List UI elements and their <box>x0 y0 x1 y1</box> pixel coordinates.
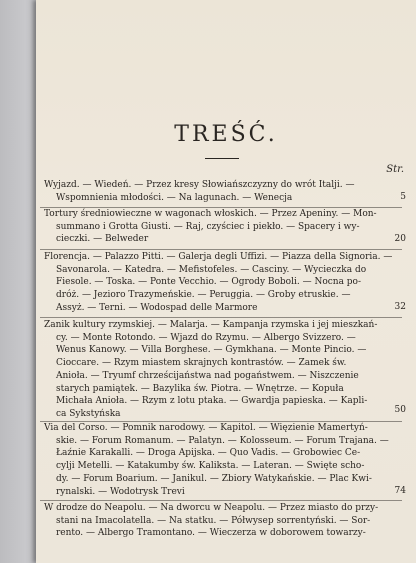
toc-page-number: 5 <box>400 192 406 202</box>
page-title: TREŚĆ. <box>174 122 278 147</box>
toc-page-number: 74 <box>394 486 406 496</box>
title-underline <box>205 158 239 159</box>
toc-entry-1 <box>44 179 398 204</box>
toc-line: cy. — Monte Rotondo. — Wjazd do Rzymu. — Albergo Svizzero. — <box>56 332 356 343</box>
toc-line: cieczki. — Belweder <box>56 234 149 245</box>
toc-line: dróż. — Jezioro Trazymeńskie. — Peruggia. — Groby etruskie. — <box>56 290 351 301</box>
toc-line: summano i Grotta Giusti. — Raj, czyściec i piekło. — Spacery i wy- <box>56 221 360 232</box>
entry-separator <box>40 500 402 501</box>
toc-line: Wenus Kanowy. — Villa Borghese. — Gymkhana. — Monte Pincio. — <box>56 345 367 356</box>
toc-page-number: 20 <box>394 234 406 244</box>
toc-entry-6 <box>44 502 398 540</box>
toc-line: Zanik kultury rzymskiej. — Malarja. — Kampanja rzymska i jej mieszkań- <box>44 320 378 330</box>
toc-line: starych pamiątek. — Bazylika św. Piotra. — Wnętrze. — Kopuła <box>56 383 344 394</box>
book-page <box>36 0 416 563</box>
toc-entry-3 <box>44 251 398 315</box>
toc-page-number: 50 <box>394 405 406 415</box>
toc-line: Wyjazd. — Wiedeń. — Przez kresy Słowiańszczyzny do wrót Italji. — <box>44 180 355 190</box>
toc-line: ca Sykstyńska <box>56 408 121 419</box>
entry-separator <box>40 317 402 318</box>
toc-line: rynalski. — Wodotrysk Trevi <box>56 486 185 497</box>
toc-line: Savonarola. — Katedra. — Mefistofeles. — Casciny. — Wycieczka do <box>56 264 367 275</box>
toc-line: Tortury średniowieczne w wagonach włoskich. — Przez Apeniny. — Mon- <box>44 209 377 219</box>
toc-line: dy. — Forum Boarium. — Janikul. — Zbiory Watykańskie. — Plac Kwi- <box>56 473 372 484</box>
toc-line: Łaźnie Karakalli. — Droga Apijska. — Quo Vadis. — Grobowiec Ce- <box>56 448 361 459</box>
toc-line: Anioła. — Tryumf chrześcijaństwa nad pogaństwem. — Niszczenie <box>56 370 359 381</box>
toc-line: Cioccare. — Rzym miastem skrajnych kontrastów. — Zamek św. <box>56 358 347 369</box>
toc-page-number: 32 <box>394 302 406 312</box>
toc-line: Via del Corso. — Pomnik narodowy. — Kapitol. — Więzienie Mamertyń- <box>44 423 368 433</box>
toc-entry-4 <box>44 319 398 421</box>
toc-line: rento. — Albergo Tramontano. — Wieczerza w doborowem towarzy- <box>56 528 366 539</box>
toc-line: cylji Metelli. — Katakumby św. Kaliksta. — Lateran. — Święte scho- <box>56 461 365 472</box>
toc-line: W drodze do Neapolu. — Na dworcu w Neapolu. — Przez miasto do przy- <box>44 503 379 513</box>
toc-line: Wspomnienia młodości. — Na lagunach. — Wenecja <box>56 192 293 203</box>
toc-line: Florencja. — Palazzo Pitti. — Galerja degli Uffizi. — Piazza della Signoria. — <box>44 252 393 262</box>
toc-entry-2 <box>44 208 398 246</box>
toc-entry-5 <box>44 422 398 498</box>
toc-line: stani na Imacolatella. — Na statku. — Półwysep sorrentyński. — Sor- <box>56 515 371 526</box>
toc-line: skie. — Forum Romanum. — Palatyn. — Kolosseum. — Forum Trajana. — <box>56 435 389 446</box>
page-column-label: Str. <box>386 164 404 175</box>
entry-separator <box>40 249 402 250</box>
toc-line: Fiesole. — Toska. — Ponte Vecchio. — Ogrody Boboli. — Nocna po- <box>56 277 362 288</box>
toc-line: Michała Anioła. — Rzym z lotu ptaka. — Gwardja papieska. — Kapli- <box>56 396 368 407</box>
toc-line: Assyż. — Terni. — Wodospad delle Marmore <box>56 302 258 313</box>
